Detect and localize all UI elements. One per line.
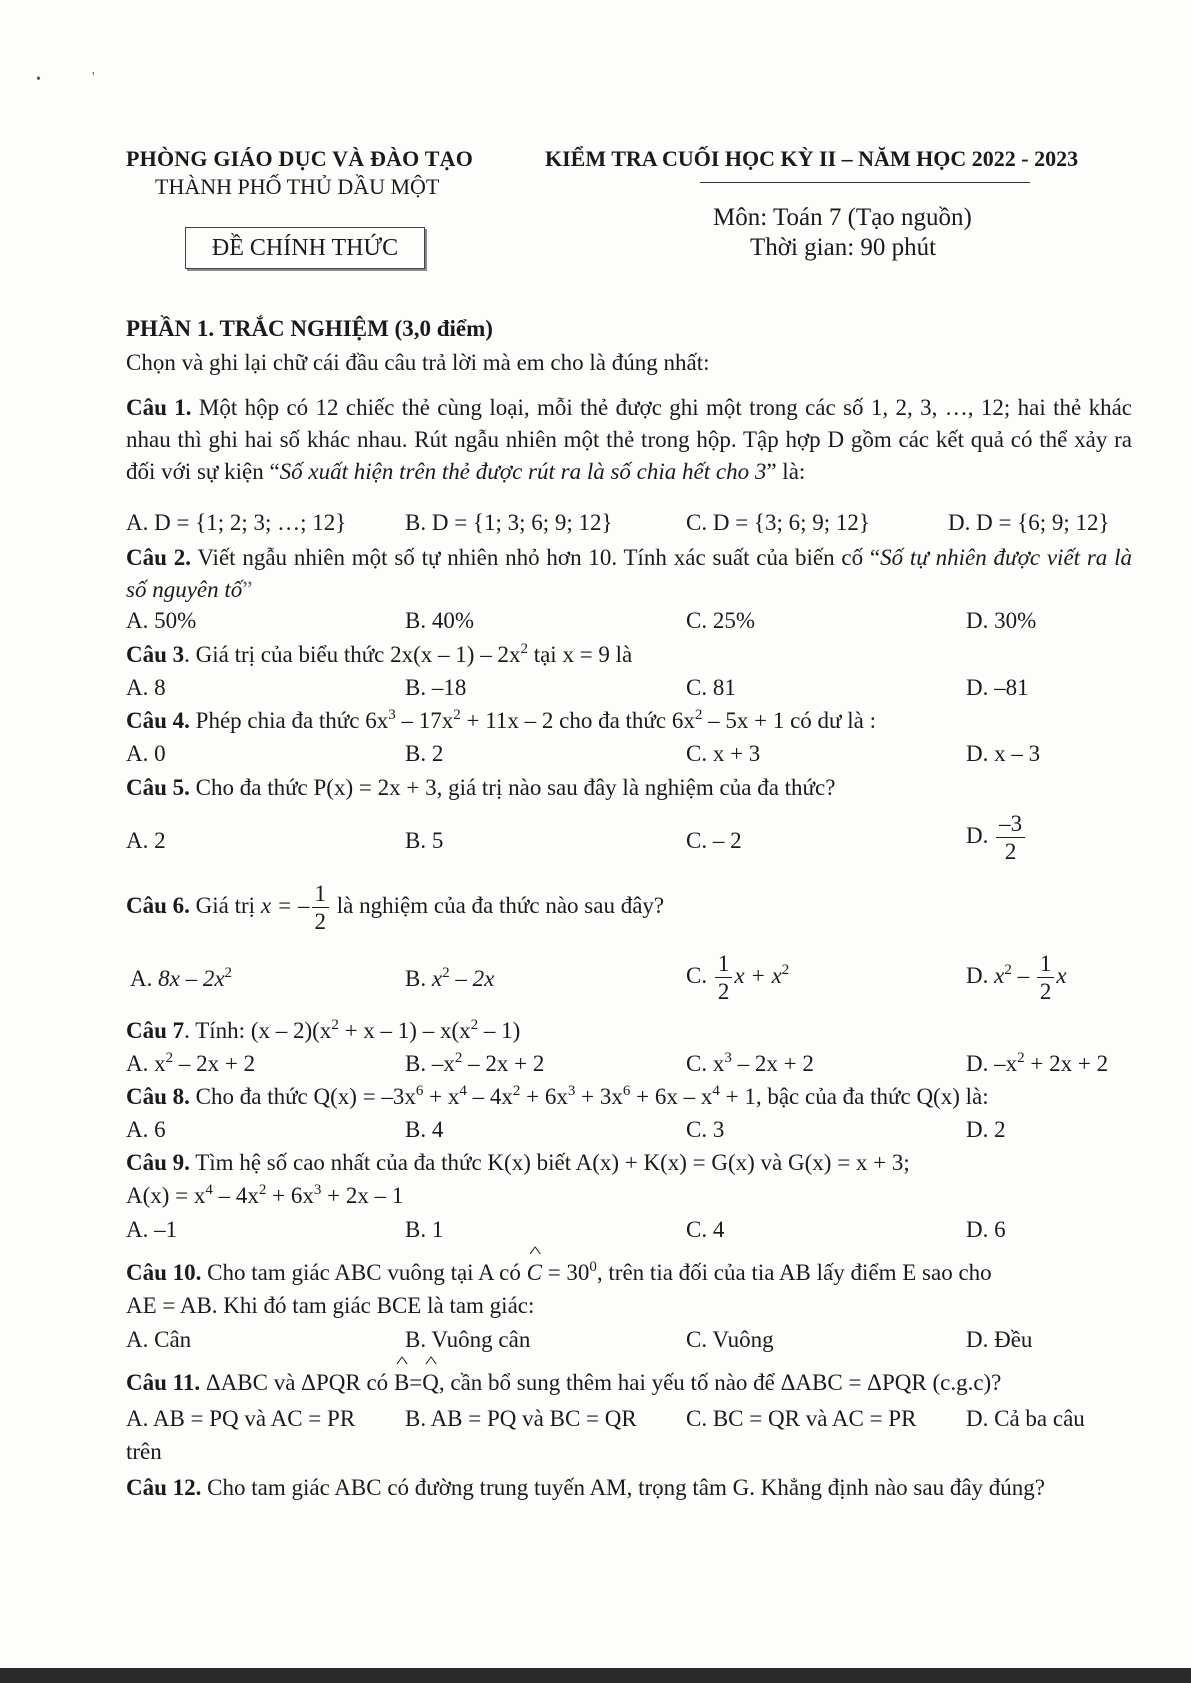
question-8 <box>126 1084 989 1110</box>
superscript: 2 <box>1004 961 1012 978</box>
question-text: tại x = 9 là <box>527 642 633 667</box>
fraction <box>312 882 330 933</box>
question-text: Cho tam giác ABC vuông tại A có <box>201 1260 527 1285</box>
option-d <box>966 1051 1108 1077</box>
option-d: D. D = {6; 9; 12} <box>948 510 1110 535</box>
option-c: C. 4 <box>686 1217 725 1242</box>
question-10-line-2: AE = AB. Khi đó tam giác BCE là tam giác: <box>126 1293 535 1318</box>
superscript: 6 <box>622 1083 631 1099</box>
option-letter: D. <box>966 962 989 988</box>
question-text: Cho đa thức P(x) = 2x + 3, giá trị nào sau đây là nghiệm của đa thức? <box>189 775 836 800</box>
fraction-numerator: 1 <box>312 882 330 908</box>
superscript: 2 <box>512 1083 521 1099</box>
question-label: Câu 4. <box>126 708 190 733</box>
option-letter: D. <box>966 822 989 848</box>
option-b: B. Vuông cân <box>405 1327 531 1352</box>
title-underline <box>700 182 1030 183</box>
question-label: Câu 12. <box>126 1475 202 1500</box>
question-label: Câu 7 <box>126 1018 185 1043</box>
question-label: Câu 11. <box>126 1370 201 1395</box>
question-text: + x – 1) – x(x <box>338 1018 471 1043</box>
math-expression: – <box>1011 962 1035 988</box>
option-c: C. – 2 <box>686 828 742 853</box>
question-2 <box>126 542 1132 606</box>
option-d: D. 30% <box>966 608 1037 633</box>
math-expression: x + x <box>734 962 782 988</box>
question-text: = <box>409 1370 423 1395</box>
math-expression: x = – <box>260 892 310 918</box>
question-9 <box>126 1150 910 1176</box>
option-b: B. 5 <box>405 828 444 853</box>
question-label: Câu 10. <box>126 1260 202 1285</box>
scan-speck: • <box>36 72 41 87</box>
question-label: Câu 8. <box>126 1084 190 1109</box>
question-text: Cho đa thức Q(x) = –3x <box>189 1084 416 1109</box>
superscript: 2 <box>165 1050 174 1066</box>
option-b: B. 4 <box>405 1117 444 1142</box>
option-d: D. 6 <box>966 1217 1006 1242</box>
option-text: – 2x + 2 <box>173 1051 256 1076</box>
exam-title: KIỂM TRA CUỐI HỌC KỲ II – NĂM HỌC 2022 - 2023 <box>545 146 1079 171</box>
option-c: C. Vuông <box>686 1327 774 1352</box>
option-a: A. 6 <box>126 1117 166 1142</box>
question-text: A(x) = x <box>126 1183 206 1208</box>
question-text: . Tính: (x – 2)(x <box>184 1018 332 1043</box>
question-12 <box>126 1472 1132 1504</box>
question-label: Câu 2. <box>126 545 191 570</box>
option-d: D. x – 3 <box>966 741 1041 766</box>
option-c <box>686 952 789 1003</box>
option-d <box>966 812 1027 863</box>
superscript: 2 <box>781 961 790 978</box>
option-c <box>686 1051 814 1077</box>
question-text: Viết ngẫu nhiên một số tự nhiên nhỏ hơn 10. Tính xác suất của biến cố “ <box>190 545 881 570</box>
question-3 <box>126 642 632 668</box>
option-c: C. 81 <box>686 675 736 700</box>
question-text: + 6x – x <box>630 1084 713 1109</box>
fraction-denominator: 2 <box>1039 979 1052 1004</box>
math-expression: x <box>431 966 443 991</box>
question-text: – 17x <box>395 708 454 733</box>
option-a: A. –1 <box>126 1217 178 1242</box>
superscript: 4 <box>712 1083 720 1099</box>
fraction-numerator: 1 <box>1037 952 1055 978</box>
option-c: C. x + 3 <box>686 741 761 766</box>
option-a: A. 50% <box>126 608 197 633</box>
option-a <box>130 966 232 992</box>
option-b: B. 40% <box>405 608 474 633</box>
math-expression: x <box>1056 962 1067 988</box>
question-text: Một hộp có 12 chiếc thẻ cùng loại, mỗi thẻ được ghi một trong các số 1, 2, 3, …, 12; hai thẻ khác nhau thì ghi hai số khác nhau. Rút ngẫu nhiên một thẻ trong hộp. Tập hợp D gồm các kết quả có thể xảy ra đối với sự kiện “ <box>126 395 1132 484</box>
superscript: 4 <box>205 1182 213 1198</box>
superscript: 2 <box>224 965 233 981</box>
superscript: 3 <box>724 1050 732 1066</box>
question-text: + 2x – 1 <box>321 1183 404 1208</box>
department-name: PHÒNG GIÁO DỤC VÀ ĐÀO TẠO <box>126 146 474 171</box>
fraction <box>996 812 1025 863</box>
math-expression: – 2x <box>449 966 495 991</box>
option-b: B. D = {1; 3; 6; 9; 12} <box>405 510 613 535</box>
option-text: C. x <box>686 1051 725 1076</box>
superscript: 2 <box>454 1050 463 1066</box>
option-d: D. Đều <box>966 1327 1033 1352</box>
question-text-italic: Số xuất hiện trên thẻ được rút ra là số chia hết cho 3 <box>279 459 767 484</box>
scan-speck: ' <box>92 70 95 85</box>
question-text: là nghiệm của đa thức nào sau đây? <box>331 892 665 918</box>
part1-title: PHẦN 1. TRẮC NGHIỆM (3,0 điểm) <box>126 316 493 341</box>
superscript: 2 <box>520 641 528 657</box>
fraction-denominator: 2 <box>314 909 327 934</box>
question-text: Phép chia đa thức 6x <box>189 708 389 733</box>
question-text: + 11x – 2 cho đa thức 6x <box>460 708 695 733</box>
question-label: Câu 5. <box>126 775 190 800</box>
question-6 <box>126 882 664 933</box>
option-letter: A. <box>130 966 153 991</box>
option-d: D. 2 <box>966 1117 1006 1142</box>
fraction <box>1037 952 1055 1003</box>
question-text: , trên tia đối của tia AB lấy điểm E sao cho <box>596 1260 992 1285</box>
question-text: – 4x <box>212 1183 259 1208</box>
question-text: ” <box>242 577 253 602</box>
question-text: . Giá trị của biểu thức 2x(x – 1) – 2x <box>184 642 521 667</box>
question-label: Câu 1. <box>126 395 192 420</box>
question-text: – 5x + 1 có dư là : <box>702 708 876 733</box>
question-text: ΔABC và ΔPQR có <box>200 1370 394 1395</box>
option-a: A. Cân <box>126 1327 192 1352</box>
question-text: + 6x <box>520 1084 568 1109</box>
fraction-numerator: 1 <box>715 952 733 978</box>
option-b: B. –18 <box>405 675 467 700</box>
superscript: 3 <box>388 707 396 723</box>
angle-symbol: ^ Q <box>422 1370 439 1396</box>
option-b: B. AB = PQ và BC = QR <box>405 1406 637 1431</box>
time-line: Thời gian: 90 phút <box>750 234 937 261</box>
superscript: 4 <box>459 1083 467 1099</box>
superscript: 6 <box>415 1083 424 1099</box>
option-a: A. 8 <box>126 675 166 700</box>
question-text: + 1, bậc của đa thức Q(x) là: <box>719 1084 989 1109</box>
question-text: ” là: <box>766 459 806 484</box>
question-text: – 1) <box>478 1018 521 1043</box>
question-label: Câu 3 <box>126 642 185 667</box>
angle-symbol: ^ C <box>527 1260 542 1286</box>
option-a: A. D = {1; 2; 3; …; 12} <box>126 510 347 535</box>
option-text: B. –x <box>405 1051 455 1076</box>
degree-superscript: 0 <box>589 1259 597 1275</box>
option-b <box>405 966 494 992</box>
question-10 <box>126 1260 992 1286</box>
question-7 <box>126 1018 520 1044</box>
superscript: 2 <box>470 1017 479 1033</box>
option-letter: B. <box>405 966 427 991</box>
city-name: THÀNH PHỐ THỦ DẦU MỘT <box>155 174 440 199</box>
option-text: – 2x + 2 <box>731 1051 814 1076</box>
superscript: 2 <box>453 707 461 723</box>
option-a: A. 0 <box>126 741 166 766</box>
option-letter: C. <box>686 962 708 988</box>
superscript: 2 <box>1017 1050 1025 1066</box>
fraction-denominator: 2 <box>717 979 730 1004</box>
option-d-wrap: trên <box>126 1439 162 1464</box>
superscript: 3 <box>313 1182 322 1198</box>
question-9-line-2 <box>126 1183 403 1209</box>
option-text: + 2x + 2 <box>1024 1051 1109 1076</box>
question-text: + 3x <box>575 1084 623 1109</box>
question-text: Tìm hệ số cao nhất của đa thức K(x) biết A(x) + K(x) = G(x) và G(x) = x + 3; <box>189 1150 910 1175</box>
official-label: ĐỀ CHÍNH THỨC <box>211 234 399 261</box>
option-c: C. D = {3; 6; 9; 12} <box>686 510 870 535</box>
superscript: 3 <box>567 1083 576 1099</box>
fraction <box>715 952 733 1003</box>
option-b: B. 2 <box>405 741 444 766</box>
scan-bottom-edge <box>0 1668 1191 1683</box>
option-a <box>126 1051 255 1077</box>
math-expression: 8x – 2x <box>158 966 225 991</box>
question-text: , cần bổ sung thêm hai yếu tố nào để ΔABC = ΔPQR (c.g.c)? <box>438 1370 1002 1395</box>
subject-line: Môn: Toán 7 (Tạo nguồn) <box>713 204 972 231</box>
superscript: 2 <box>258 1182 267 1198</box>
official-stamp-box <box>185 227 425 269</box>
question-text: = 30 <box>541 1260 590 1285</box>
option-c: C. 25% <box>686 608 755 633</box>
option-text: – 2x + 2 <box>462 1051 545 1076</box>
option-a: A. AB = PQ và AC = PR <box>126 1406 356 1431</box>
question-label: Câu 6. <box>126 892 190 918</box>
question-5 <box>126 775 835 801</box>
option-d: D. –81 <box>966 675 1029 700</box>
option-c: C. 3 <box>686 1117 725 1142</box>
fraction-denominator: 2 <box>1004 839 1017 864</box>
question-text: – 4x <box>466 1084 513 1109</box>
superscript: 2 <box>442 965 450 981</box>
fraction-numerator: –3 <box>996 812 1025 838</box>
option-d <box>966 952 1067 1003</box>
question-text: Giá trị <box>189 892 261 918</box>
question-text: + 6x <box>266 1183 314 1208</box>
question-11 <box>126 1370 1001 1396</box>
option-d: D. Cả ba câu <box>966 1406 1085 1431</box>
question-text: Cho tam giác ABC có đường trung tuyến AM, trọng tâm G. Khẳng định nào sau đây đúng? <box>201 1475 1045 1500</box>
option-b: B. 1 <box>405 1217 444 1242</box>
question-4 <box>126 708 876 734</box>
superscript: 2 <box>694 707 703 723</box>
math-expression: x <box>994 962 1005 988</box>
option-text: A. x <box>126 1051 166 1076</box>
option-b <box>405 1051 544 1077</box>
question-label: Câu 9. <box>126 1150 190 1175</box>
question-1 <box>126 392 1132 488</box>
option-text: D. –x <box>966 1051 1018 1076</box>
question-text: + x <box>423 1084 460 1109</box>
part1-instruction: Chọn và ghi lại chữ cái đầu câu trả lời mà em cho là đúng nhất: <box>126 350 710 375</box>
option-a: A. 2 <box>126 828 166 853</box>
option-c: C. BC = QR và AC = PR <box>686 1406 917 1431</box>
angle-symbol: ^ B <box>394 1370 409 1396</box>
superscript: 2 <box>331 1017 339 1033</box>
question-text-italic: Số tự nhiên được viết ra là số nguyên tố <box>126 545 1132 602</box>
